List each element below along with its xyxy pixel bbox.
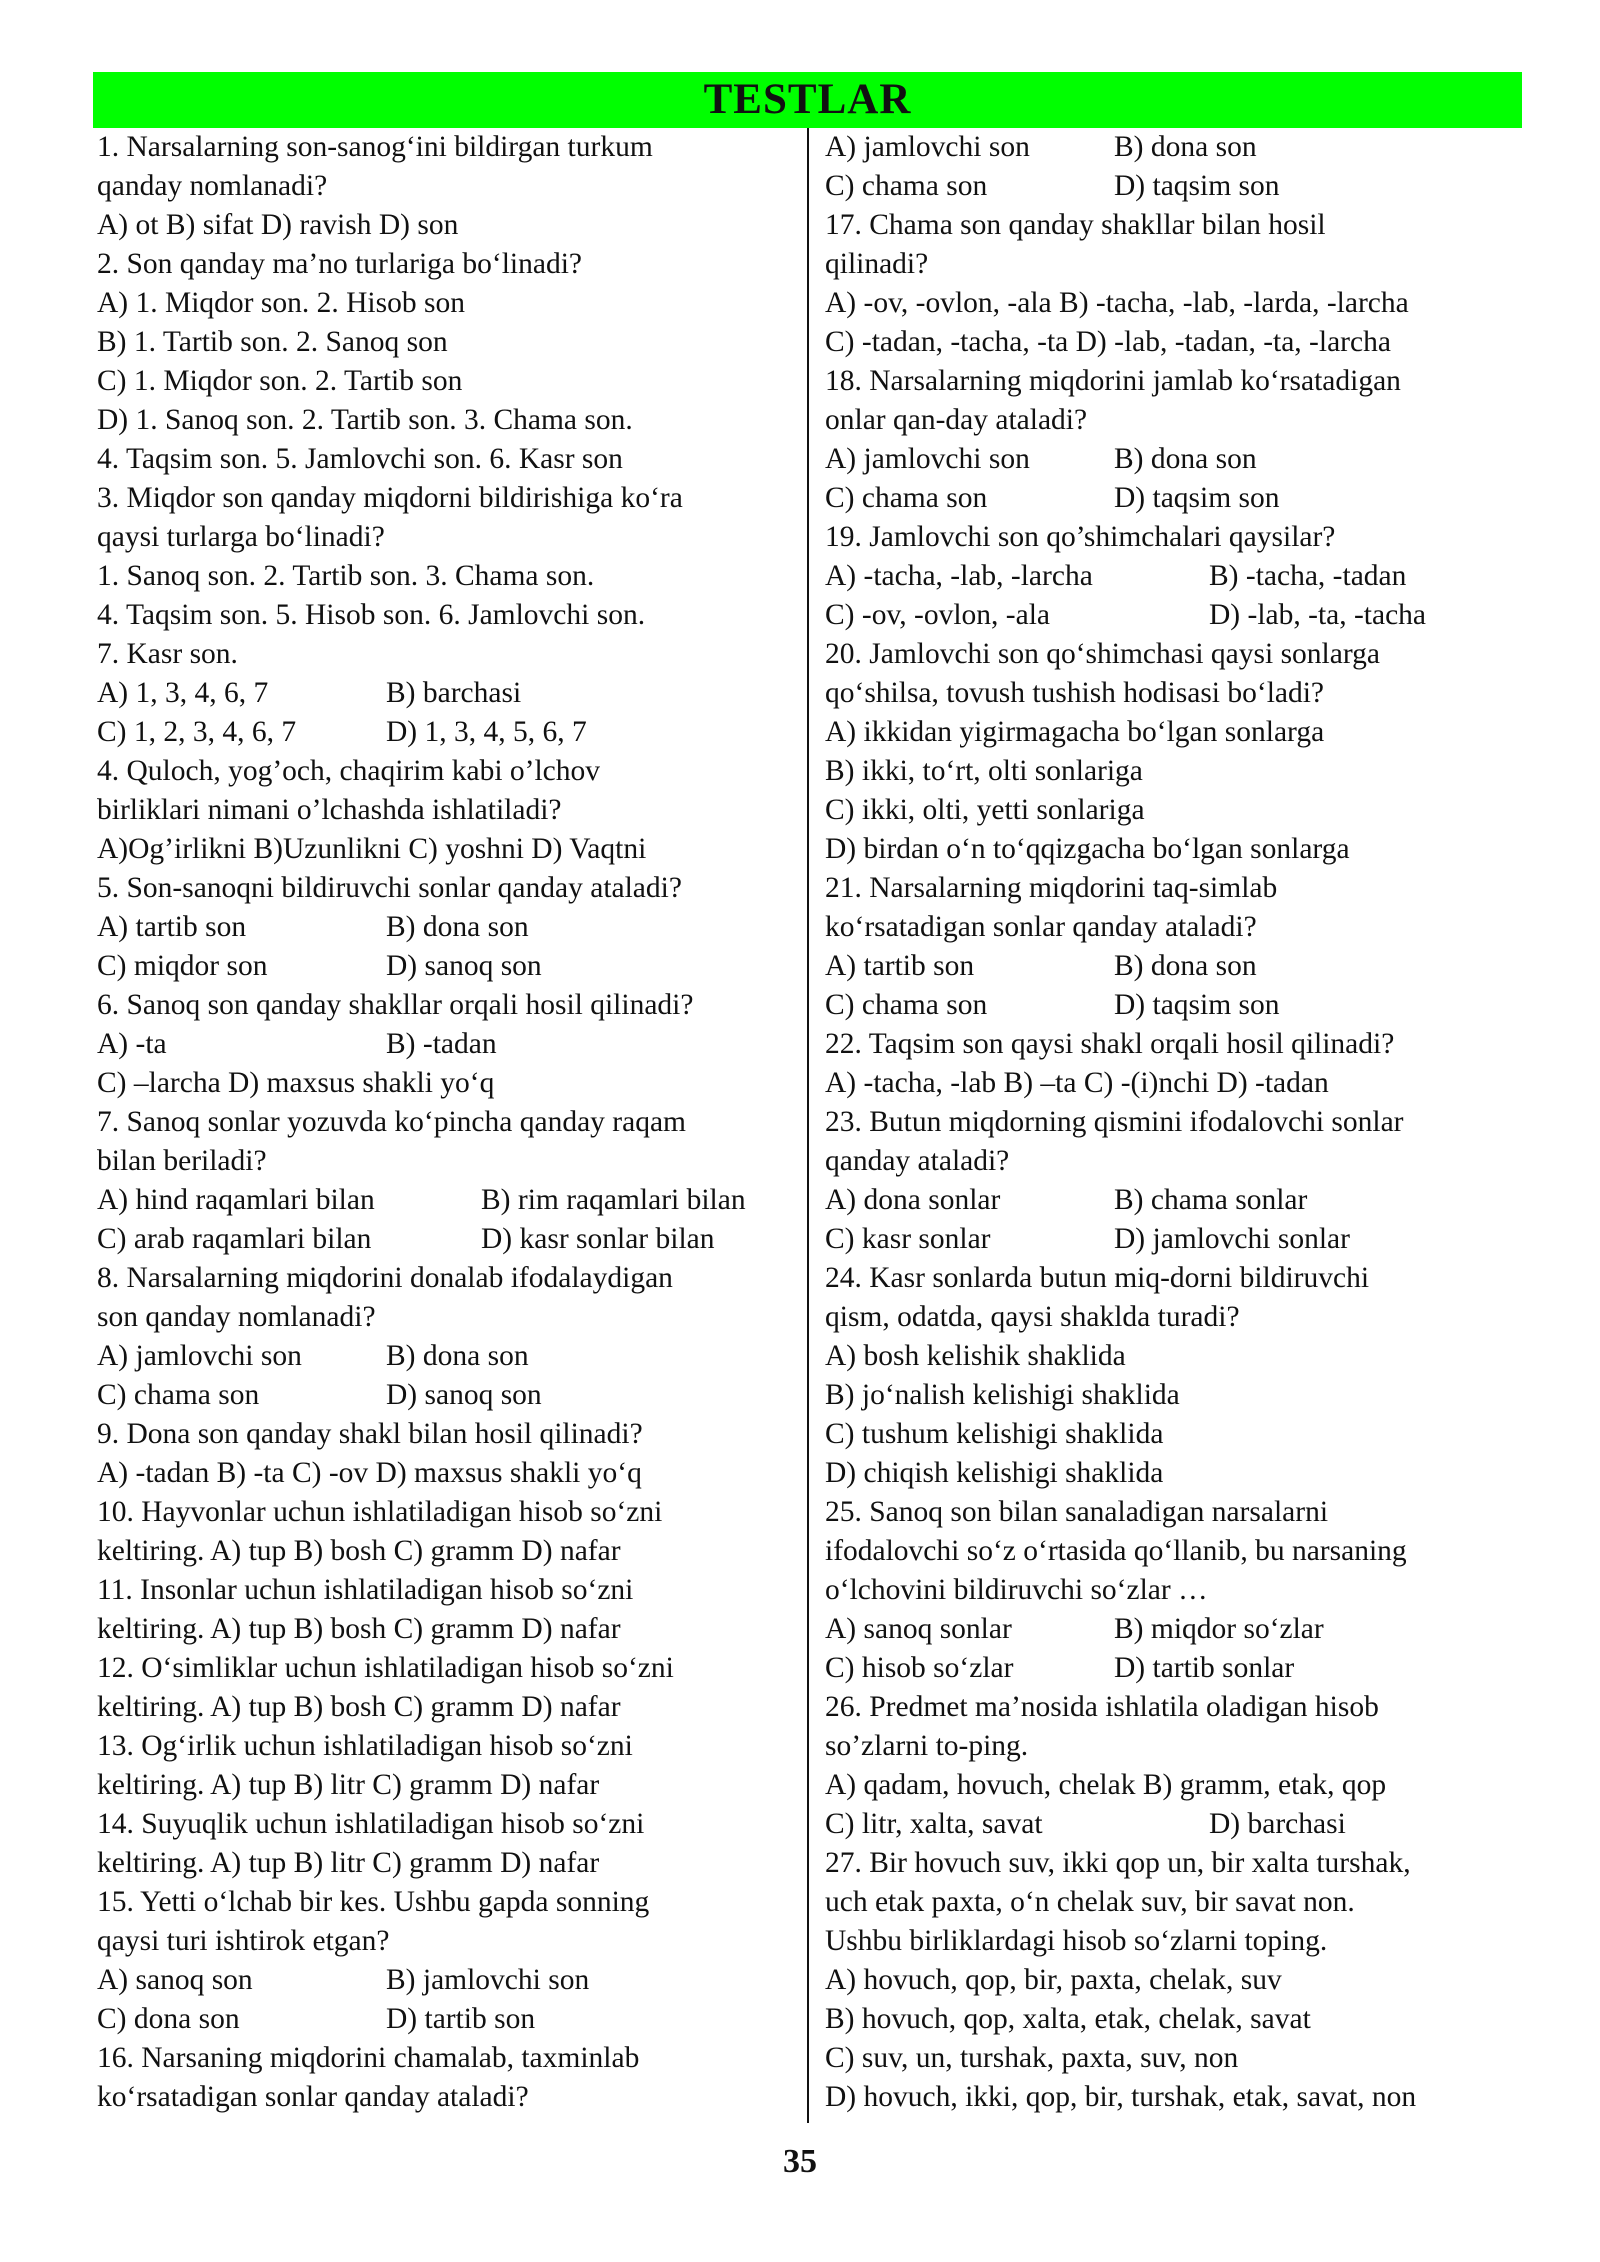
text-line	[97, 1454, 797, 1493]
text-line	[825, 1337, 1525, 1376]
text-line	[825, 479, 1525, 518]
text-line	[97, 869, 797, 908]
text-line	[97, 1922, 797, 1961]
text-line	[97, 1220, 797, 1259]
line-text: A) ikkidan yigirmagacha bo‘lgan sonlarga	[825, 716, 1325, 748]
option-right: B) dona son	[1114, 950, 1257, 982]
text-line	[97, 323, 797, 362]
option-left: A) jamlovchi son	[97, 1340, 302, 1372]
option-left: A) sanoq son	[97, 1964, 253, 1996]
text-line	[97, 1103, 797, 1142]
option-left: A) dona sonlar	[825, 1184, 1001, 1216]
line-text: C) 1. Miqdor son. 2. Tartib son	[97, 365, 463, 397]
text-line	[825, 1766, 1525, 1805]
option-left: C) miqdor son	[97, 950, 268, 982]
line-text: 10. Hayvonlar uchun ishlatiladigan hisob so‘zni	[97, 1496, 663, 1528]
option-right: D) kasr sonlar bilan	[481, 1223, 715, 1255]
text-line	[97, 518, 797, 557]
line-text: A) -ov, -ovlon, -ala B) -tacha, -lab, -larda, -larcha	[825, 287, 1409, 319]
text-line	[825, 1493, 1525, 1532]
text-line	[825, 1571, 1525, 1610]
line-text: C) -tadan, -tacha, -ta D) -lab, -tadan, -ta, -larcha	[825, 326, 1391, 358]
line-text: 9. Dona son qanday shakl bilan hosil qilinadi?	[97, 1418, 643, 1450]
option-right: B) dona son	[1114, 443, 1257, 475]
text-line	[97, 245, 797, 284]
line-text: onlar qan-day ataladi?	[825, 404, 1088, 436]
text-line	[825, 2000, 1525, 2039]
option-left: A) -tacha, -lab, -larcha	[825, 560, 1093, 592]
option-left: C) dona son	[97, 2003, 240, 2035]
text-line	[97, 674, 797, 713]
text-line	[97, 1727, 797, 1766]
line-text: keltiring. A) tup B) bosh C) gramm D) nafar	[97, 1613, 621, 1645]
text-line	[825, 1064, 1525, 1103]
line-text: keltiring. A) tup B) litr C) gramm D) nafar	[97, 1847, 600, 1879]
option-left: A) tartib son	[825, 950, 975, 982]
line-text: 12. O‘simliklar uchun ishlatiladigan hisob so‘zni	[97, 1652, 674, 1684]
option-left: C) chama son	[97, 1379, 260, 1411]
option-right: B) -tacha, -tadan	[1209, 560, 1407, 592]
text-line	[825, 1298, 1525, 1337]
line-text: birliklari nimani o’lchashda ishlatiladi?	[97, 794, 562, 826]
option-left: C) litr, xalta, savat	[825, 1808, 1043, 1840]
text-line	[825, 1181, 1525, 1220]
text-line	[97, 596, 797, 635]
line-text: 23. Butun miqdorning qismini ifodalovchi sonlar	[825, 1106, 1404, 1138]
line-text: 25. Sanoq son bilan sanaladigan narsalarni	[825, 1496, 1329, 1528]
text-line	[825, 1025, 1525, 1064]
option-left: C) -ov, -ovlon, -ala	[825, 599, 1051, 631]
line-text: bilan beriladi?	[97, 1145, 267, 1177]
line-text: C) suv, un, turshak, paxta, suv, non	[825, 2042, 1239, 2074]
text-line	[825, 1610, 1525, 1649]
text-line	[97, 1688, 797, 1727]
line-text: 21. Narsalarning miqdorini taq-simlab	[825, 872, 1278, 904]
line-text: qilinadi?	[825, 248, 929, 280]
line-text: 27. Bir hovuch suv, ikki qop un, bir xalta turshak,	[825, 1847, 1411, 1879]
line-text: C) ikki, olti, yetti sonlariga	[825, 794, 1145, 826]
text-line	[97, 1376, 797, 1415]
line-text: 6. Sanoq son qanday shakllar orqali hosil qilinadi?	[97, 989, 694, 1021]
text-line	[825, 518, 1525, 557]
line-text: D) 1. Sanoq son. 2. Tartib son. 3. Chama son.	[97, 404, 633, 436]
text-line	[97, 2078, 797, 2117]
text-line	[825, 830, 1525, 869]
text-line	[97, 1844, 797, 1883]
option-right: D) -lab, -ta, -tacha	[1209, 599, 1427, 631]
option-right: B) dona son	[386, 911, 529, 943]
text-line	[97, 1064, 797, 1103]
line-text: A) bosh kelishik shaklida	[825, 1340, 1126, 1372]
text-line	[97, 635, 797, 674]
text-line	[825, 1454, 1525, 1493]
page-title: TESTLAR	[703, 76, 912, 123]
option-left: C) chama son	[825, 170, 988, 202]
text-line	[825, 635, 1525, 674]
line-text: A) hovuch, qop, bir, paxta, chelak, suv	[825, 1964, 1282, 1996]
line-text: 4. Taqsim son. 5. Hisob son. 6. Jamlovchi son.	[97, 599, 646, 631]
text-line	[825, 167, 1525, 206]
option-left: A) tartib son	[97, 911, 247, 943]
line-text: ko‘rsatadigan sonlar qanday ataladi?	[97, 2081, 529, 2113]
option-right: D) tartib sonlar	[1114, 1652, 1295, 1684]
text-line	[825, 1727, 1525, 1766]
line-text: 8. Narsalarning miqdorini donalab ifodalaydigan	[97, 1262, 673, 1294]
text-line	[825, 947, 1525, 986]
text-line	[97, 1337, 797, 1376]
text-line	[825, 1883, 1525, 1922]
line-text: 4. Quloch, yog’och, chaqirim kabi o’lchov	[97, 755, 601, 787]
line-text: D) birdan o‘n to‘qqizgacha bo‘lgan sonlarga	[825, 833, 1350, 865]
text-line	[97, 1415, 797, 1454]
text-line	[97, 440, 797, 479]
line-text: A) ot B) sifat D) ravish D) son	[97, 209, 459, 241]
text-line	[825, 1376, 1525, 1415]
option-right: D) taqsim son	[1114, 482, 1280, 514]
text-line	[825, 401, 1525, 440]
option-left: C) kasr sonlar	[825, 1223, 991, 1255]
line-text: qo‘shilsa, tovush tushish hodisasi bo‘ladi?	[825, 677, 1325, 709]
text-line	[97, 401, 797, 440]
option-right: D) sanoq son	[386, 950, 542, 982]
option-left: C) hisob so‘zlar	[825, 1652, 1014, 1684]
left-column	[97, 128, 797, 2117]
line-text: A) 1. Miqdor son. 2. Hisob son	[97, 287, 465, 319]
line-text: 3. Miqdor son qanday miqdorni bildirishiga ko‘ra	[97, 482, 683, 514]
text-line	[97, 2000, 797, 2039]
text-line	[97, 1142, 797, 1181]
text-line	[97, 1259, 797, 1298]
text-line	[97, 1298, 797, 1337]
text-line	[825, 752, 1525, 791]
text-line	[97, 362, 797, 401]
option-right: B) miqdor so‘zlar	[1114, 1613, 1324, 1645]
text-line	[825, 1922, 1525, 1961]
option-right: B) rim raqamlari bilan	[481, 1184, 746, 1216]
line-text: 11. Insonlar uchun ishlatiladigan hisob so‘zni	[97, 1574, 634, 1606]
line-text: qanday nomlanadi?	[97, 170, 328, 202]
option-right: B) chama sonlar	[1114, 1184, 1308, 1216]
text-line	[825, 1961, 1525, 2000]
text-line	[825, 557, 1525, 596]
text-line	[97, 908, 797, 947]
text-line	[825, 362, 1525, 401]
line-text: 7. Sanoq sonlar yozuvda ko‘pincha qanday raqam	[97, 1106, 687, 1138]
text-line	[97, 1025, 797, 1064]
text-line	[97, 284, 797, 323]
line-text: ifodalovchi so‘z o‘rtasida qo‘llanib, bu narsaning	[825, 1535, 1407, 1567]
text-line	[825, 284, 1525, 323]
text-line	[97, 1766, 797, 1805]
option-right: B) -tadan	[386, 1028, 497, 1060]
line-text: 24. Kasr sonlarda butun miq-dorni bildiruvchi	[825, 1262, 1370, 1294]
option-right: B) dona son	[386, 1340, 529, 1372]
text-line	[97, 167, 797, 206]
text-line	[825, 1220, 1525, 1259]
line-text: B) ikki, to‘rt, olti sonlariga	[825, 755, 1143, 787]
text-line	[825, 674, 1525, 713]
line-text: qism, odatda, qaysi shaklda turadi?	[825, 1301, 1240, 1333]
line-text: A) -tadan B) -ta C) -ov D) maxsus shakli yo‘q	[97, 1457, 642, 1489]
option-left: A) 1, 3, 4, 6, 7	[97, 677, 269, 709]
text-line	[97, 1883, 797, 1922]
line-text: 15. Yetti o‘lchab bir kes. Ushbu gapda sonning	[97, 1886, 650, 1918]
line-text: 4. Taqsim son. 5. Jamlovchi son. 6. Kasr son	[97, 443, 623, 475]
text-line	[825, 908, 1525, 947]
option-left: C) chama son	[825, 482, 988, 514]
line-text: o‘lchovini bildiruvchi so‘zlar …	[825, 1574, 1208, 1606]
text-line	[825, 1805, 1525, 1844]
option-right: B) dona son	[1114, 131, 1257, 163]
text-line	[825, 128, 1525, 167]
line-text: C) tushum kelishigi shaklida	[825, 1418, 1164, 1450]
text-line	[825, 1142, 1525, 1181]
text-line	[825, 1259, 1525, 1298]
line-text: 5. Son-sanoqni bildiruvchi sonlar qanday ataladi?	[97, 872, 682, 904]
line-text: keltiring. A) tup B) litr C) gramm D) nafar	[97, 1769, 600, 1801]
line-text: 22. Taqsim son qaysi shakl orqali hosil qilinadi?	[825, 1028, 1395, 1060]
line-text: 1. Narsalarning son-sanog‘ini bildirgan turkum	[97, 131, 653, 163]
text-line	[825, 440, 1525, 479]
text-line	[97, 1571, 797, 1610]
page-number: 35	[783, 2143, 817, 2180]
option-left: A) sanoq sonlar	[825, 1613, 1012, 1645]
text-line	[97, 206, 797, 245]
text-line	[97, 1181, 797, 1220]
text-line	[97, 2039, 797, 2078]
text-line	[825, 1415, 1525, 1454]
line-text: son qanday nomlanadi?	[97, 1301, 376, 1333]
line-text: uch etak paxta, o‘n chelak suv, bir savat non.	[825, 1886, 1355, 1918]
text-line	[825, 1844, 1525, 1883]
option-left: C) chama son	[825, 989, 988, 1021]
line-text: 7. Kasr son.	[97, 638, 238, 670]
text-line	[825, 869, 1525, 908]
line-text: keltiring. A) tup B) bosh C) gramm D) nafar	[97, 1691, 621, 1723]
text-line	[97, 1610, 797, 1649]
option-right: D) 1, 3, 4, 5, 6, 7	[386, 716, 587, 748]
line-text: qanday ataladi?	[825, 1145, 1010, 1177]
text-line	[825, 1649, 1525, 1688]
line-text: B) jo‘nalish kelishigi shaklida	[825, 1379, 1180, 1411]
option-left: A) -ta	[97, 1028, 167, 1060]
option-right: D) tartib son	[386, 2003, 536, 2035]
text-line	[97, 557, 797, 596]
text-line	[825, 596, 1525, 635]
option-right: D) barchasi	[1209, 1808, 1346, 1840]
text-line	[97, 830, 797, 869]
line-text: A)Og’irlikni B)Uzunlikni C) yoshni D) Vaqtni	[97, 833, 647, 865]
text-line	[825, 1103, 1525, 1142]
line-text: so’zlarni to-ping.	[825, 1730, 1029, 1762]
text-line	[825, 986, 1525, 1025]
text-line	[825, 791, 1525, 830]
option-right: D) jamlovchi sonlar	[1114, 1223, 1350, 1255]
text-line	[97, 1649, 797, 1688]
text-line	[825, 245, 1525, 284]
text-line	[825, 1532, 1525, 1571]
text-line	[825, 206, 1525, 245]
text-line	[825, 2078, 1525, 2117]
right-column	[825, 128, 1525, 2117]
line-text: 19. Jamlovchi son qo’shimchalari qaysilar?	[825, 521, 1336, 553]
text-line	[825, 323, 1525, 362]
line-text: 1. Sanoq son. 2. Tartib son. 3. Chama son.	[97, 560, 595, 592]
option-right: D) taqsim son	[1114, 989, 1280, 1021]
line-text: 20. Jamlovchi son qo‘shimchasi qaysi sonlarga	[825, 638, 1380, 670]
line-text: C) –larcha D) maxsus shakli yo‘q	[97, 1067, 495, 1099]
text-line	[97, 986, 797, 1025]
line-text: ko‘rsatadigan sonlar qanday ataladi?	[825, 911, 1257, 943]
text-line	[97, 1532, 797, 1571]
text-line	[97, 752, 797, 791]
text-line	[97, 713, 797, 752]
option-right: B) jamlovchi son	[386, 1964, 590, 1996]
header-banner	[93, 72, 1522, 128]
text-line	[97, 128, 797, 167]
option-left: A) hind raqamlari bilan	[97, 1184, 375, 1216]
line-text: 14. Suyuqlik uchun ishlatiladigan hisob so‘zni	[97, 1808, 645, 1840]
line-text: qaysi turi ishtirok etgan?	[97, 1925, 390, 1957]
option-left: C) arab raqamlari bilan	[97, 1223, 372, 1255]
line-text: D) chiqish kelishigi shaklida	[825, 1457, 1164, 1489]
line-text: Ushbu birliklardagi hisob so‘zlarni toping.	[825, 1925, 1328, 1957]
text-line	[97, 479, 797, 518]
option-right: D) taqsim son	[1114, 170, 1280, 202]
line-text: 18. Narsalarning miqdorini jamlab ko‘rsatadigan	[825, 365, 1401, 397]
line-text: 26. Predmet ma’nosida ishlatila oladigan hisob	[825, 1691, 1379, 1723]
line-text: 2. Son qanday ma’no turlariga bo‘linadi?	[97, 248, 582, 280]
option-right: D) sanoq son	[386, 1379, 542, 1411]
text-line	[97, 947, 797, 986]
text-line	[97, 1493, 797, 1532]
column-divider	[807, 128, 809, 2123]
option-left: C) 1, 2, 3, 4, 6, 7	[97, 716, 297, 748]
text-line	[97, 791, 797, 830]
line-text: keltiring. A) tup B) bosh C) gramm D) nafar	[97, 1535, 621, 1567]
option-right: B) barchasi	[386, 677, 522, 709]
line-text: 13. Og‘irlik uchun ishlatiladigan hisob so‘zni	[97, 1730, 633, 1762]
line-text: 17. Chama son qanday shakllar bilan hosil	[825, 209, 1326, 241]
line-text: B) 1. Tartib son. 2. Sanoq son	[97, 326, 448, 358]
line-text: A) qadam, hovuch, chelak B) gramm, etak, qop	[825, 1769, 1387, 1801]
line-text: D) hovuch, ikki, qop, bir, turshak, etak, savat, non	[825, 2081, 1417, 2113]
text-line	[97, 1805, 797, 1844]
text-line	[97, 1961, 797, 2000]
text-line	[825, 2039, 1525, 2078]
option-left: A) jamlovchi son	[825, 443, 1030, 475]
line-text: 16. Narsaning miqdorini chamalab, taxminlab	[97, 2042, 640, 2074]
line-text: qaysi turlarga bo‘linadi?	[97, 521, 385, 553]
text-line	[825, 713, 1525, 752]
option-left: A) jamlovchi son	[825, 131, 1030, 163]
line-text: A) -tacha, -lab B) –ta C) -(i)nchi D) -tadan	[825, 1067, 1329, 1099]
line-text: B) hovuch, qop, xalta, etak, chelak, savat	[825, 2003, 1311, 2035]
text-line	[825, 1688, 1525, 1727]
